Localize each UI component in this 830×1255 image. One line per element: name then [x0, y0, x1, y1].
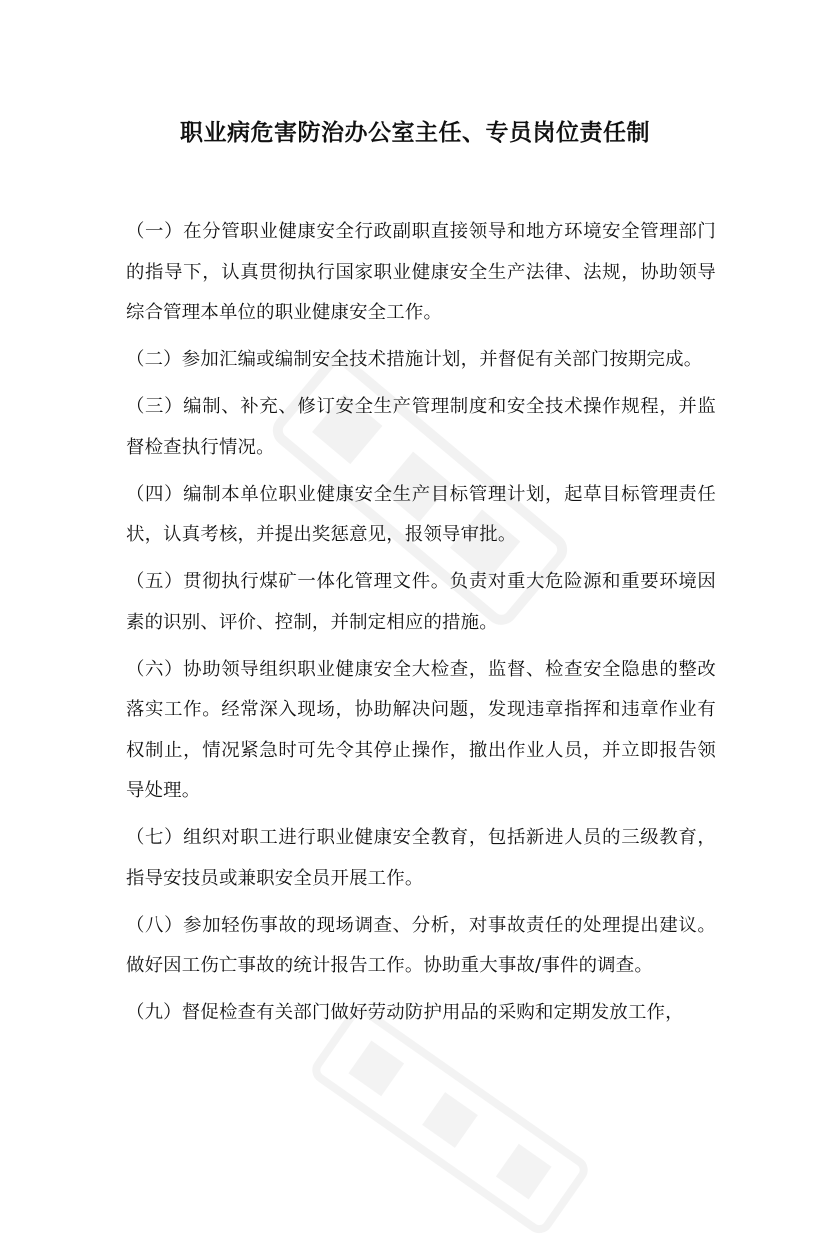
document-title: 职业病危害防治办公室主任、专员岗位责任制 [180, 120, 650, 146]
paragraph-9: （九）督促检查有关部门做好劳动防护用品的采购和定期发放工作， [126, 1002, 684, 1023]
document-body [126, 212, 716, 1034]
paragraph-6: （六）协助领导组织职业健康安全大检查，监督、检查安全隐患的整改落实工作。经常深入现场，协助解决问题，发现违章指挥和违章作业有权制止，情况紧急时可先令其停止操作，撤出作业人员，并立即报告领导处理。 [126, 658, 716, 801]
paragraph-3: （三）编制、补充、修订安全生产管理制度和安全技术操作规程，并监督检查执行情况。 [126, 396, 716, 458]
paragraph-8: （八）参加轻伤事故的现场调查、分析，对事故责任的处理提出建议。做好因工伤亡事故的统计报告工作。协助重大事故/事件的调查。 [126, 914, 716, 976]
paragraph-7: （七）组织对职工进行职业健康安全教育，包括新进人员的三级教育，指导安技员或兼职安全员开展工作。 [126, 827, 716, 889]
paragraph-1: （一）在分管职业健康安全行政副职直接领导和地方环境安全管理部门的指导下，认真贯彻执行国家职业健康安全生产法律、法规，协助领导综合管理本单位的职业健康安全工作。 [126, 221, 716, 323]
paragraph-5: （五）贯彻执行煤矿一体化管理文件。负责对重大危险源和重要环境因素的识别、评价、控制，并制定相应的措施。 [126, 571, 716, 633]
paragraph-4: （四）编制本单位职业健康安全生产目标管理计划，起草目标管理责任状，认真考核，并提出奖惩意见，报领导审批。 [126, 483, 716, 545]
paragraph-2: （二）参加汇编或编制安全技术措施计划，并督促有关部门按期完成。 [126, 349, 703, 370]
